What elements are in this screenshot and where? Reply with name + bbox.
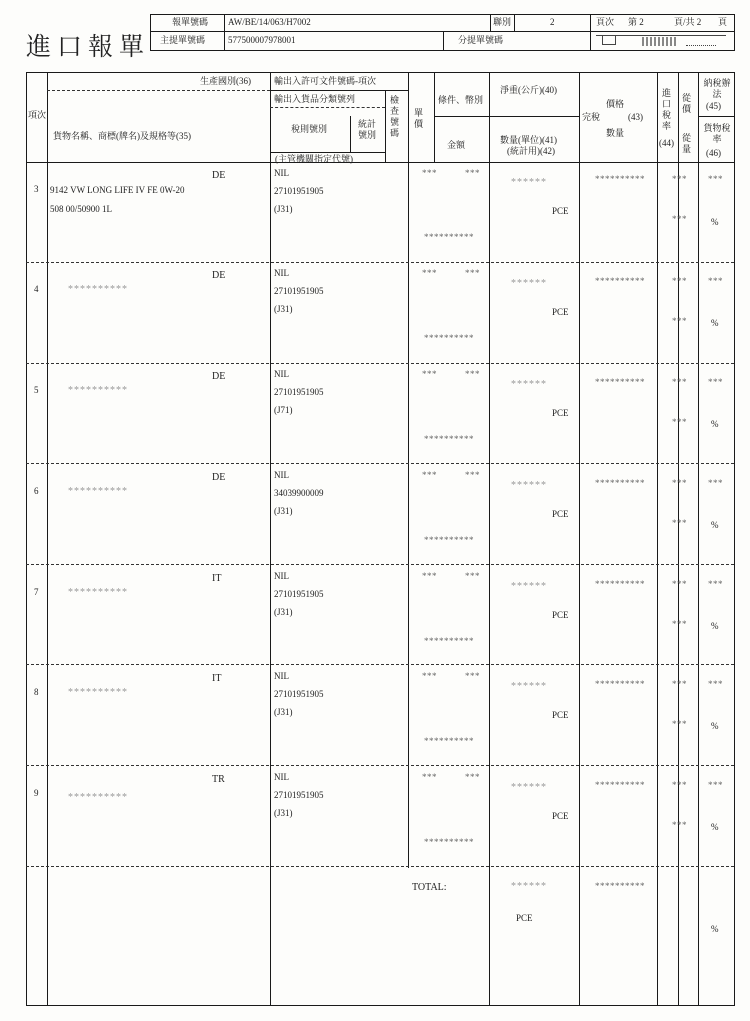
col-qty: 數量(單位)(41) — [500, 135, 557, 145]
permit: NIL — [274, 268, 289, 278]
col-import-rate-no: (44) — [659, 138, 674, 148]
col-specific: 從量 — [682, 133, 692, 154]
duty-paid-value: ********** — [595, 377, 645, 387]
item-no: 3 — [34, 184, 39, 194]
copy-label: 聯別 — [493, 17, 512, 27]
col-value-label: 價格 — [606, 99, 625, 109]
import-rate-specific: *** — [672, 719, 687, 729]
origin: IT — [212, 673, 222, 684]
terms: *** — [422, 369, 437, 379]
col-item: 項次 — [28, 110, 47, 120]
document-title: 進口報單 — [26, 34, 151, 61]
col-value-no: (43) — [628, 112, 643, 122]
goods-tax-rate: % — [711, 721, 719, 731]
col-terms: 條件、幣別 — [438, 95, 484, 105]
origin: TR — [212, 774, 225, 785]
item-no: 8 — [34, 687, 39, 697]
item-no: 6 — [34, 486, 39, 496]
goods-tax-rate: % — [711, 217, 719, 227]
pay-method: *** — [708, 780, 723, 790]
pay-method: *** — [708, 679, 723, 689]
col-origin: 生產國別(36) — [200, 76, 251, 86]
col-amount: 金額 — [447, 140, 466, 150]
total-goods-tax-rate: % — [711, 924, 719, 934]
col-inspect: 檢查號碼 — [390, 95, 400, 138]
col-net-weight: 淨重(公斤)(40) — [500, 85, 557, 95]
amount: ********** — [424, 535, 474, 545]
page-no: 第 2 — [628, 17, 644, 27]
origin: DE — [212, 270, 226, 281]
item-no: 5 — [34, 385, 39, 395]
pay-method: *** — [708, 174, 723, 184]
stamp-mark — [596, 35, 726, 48]
col-stat: 統計號別 — [358, 119, 377, 140]
goods-description: ********** — [68, 587, 128, 598]
amount: ********** — [424, 837, 474, 847]
import-rate-specific: *** — [672, 518, 687, 528]
duty-paid-value: ********** — [595, 780, 645, 790]
import-rate-specific: *** — [672, 316, 687, 326]
declaration-no-label: 報單號碼 — [172, 17, 209, 27]
pay-method: *** — [708, 276, 723, 286]
goods-description: ********** — [68, 792, 128, 803]
currency: *** — [465, 268, 480, 278]
amount: ********** — [424, 434, 474, 444]
import-rate: *** — [672, 579, 687, 589]
col-desc: 貨物名稱、商標(牌名)及規格等(35) — [53, 131, 191, 141]
total-value: ********** — [595, 881, 645, 891]
qty-unit: PCE — [552, 811, 569, 821]
import-rate: *** — [672, 276, 687, 286]
page-total-label: 頁/共 2 — [674, 17, 702, 27]
import-rate: *** — [672, 679, 687, 689]
net-weight: ****** — [511, 379, 547, 390]
col-ad-valorem: 從價 — [682, 93, 692, 114]
goods-description: ********** — [68, 687, 128, 698]
import-rate-specific: *** — [672, 417, 687, 427]
permit: NIL — [274, 571, 289, 581]
net-weight: ****** — [511, 581, 547, 592]
col-permit: 輸出入許可文件號碼-項次 — [274, 76, 376, 86]
agency-code: (J71) — [274, 405, 293, 415]
permit: NIL — [274, 470, 289, 480]
qty-unit: PCE — [552, 610, 569, 620]
col-duty-paid: 完稅 — [582, 112, 601, 122]
terms: *** — [422, 470, 437, 480]
goods-spec: 508 00/50900 1L — [50, 204, 112, 214]
col-agency: (主管機關指定代號) — [275, 154, 353, 164]
col-import-rate: 進口稅率 — [662, 88, 672, 131]
origin: DE — [212, 472, 226, 483]
permit: NIL — [274, 671, 289, 681]
net-weight: ****** — [511, 177, 547, 188]
col-goods-tax-rate-no: (46) — [706, 148, 721, 158]
goods-description: ********** — [68, 284, 128, 295]
duty-paid-value: ********** — [595, 174, 645, 184]
agency-code: (J31) — [274, 304, 293, 314]
currency: *** — [465, 369, 480, 379]
amount: ********** — [424, 232, 474, 242]
declaration-no: AW/BE/14/063/H7002 — [228, 17, 311, 27]
tariff-no: 27101951905 — [274, 589, 324, 599]
col-goods-tax-rate: 貨物稅率 — [703, 123, 731, 144]
origin: DE — [212, 371, 226, 382]
pay-method: *** — [708, 579, 723, 589]
house-bl-label: 分提單號碼 — [458, 35, 504, 45]
qty-unit: PCE — [552, 206, 569, 216]
permit: NIL — [274, 168, 289, 178]
col-unit-price: 單價 — [414, 108, 424, 129]
goods-tax-rate: % — [711, 822, 719, 832]
goods-description: 9142 VW LONG LIFE IV FE 0W-20 — [50, 185, 185, 195]
terms: *** — [422, 772, 437, 782]
net-weight: ****** — [511, 278, 547, 289]
terms: *** — [422, 268, 437, 278]
import-rate-specific: *** — [672, 619, 687, 629]
permit: NIL — [274, 369, 289, 379]
currency: *** — [465, 772, 480, 782]
col-tariff: 稅則號別 — [291, 124, 328, 134]
amount: ********** — [424, 736, 474, 746]
qty-unit: PCE — [552, 509, 569, 519]
item-no: 4 — [34, 284, 39, 294]
tariff-no: 27101951905 — [274, 186, 324, 196]
net-weight: ****** — [511, 681, 547, 692]
pay-method: *** — [708, 478, 723, 488]
goods-tax-rate: % — [711, 318, 719, 328]
import-rate: *** — [672, 377, 687, 387]
currency: *** — [465, 470, 480, 480]
amount: ********** — [424, 333, 474, 343]
duty-paid-value: ********** — [595, 679, 645, 689]
net-weight: ****** — [511, 782, 547, 793]
terms: *** — [422, 168, 437, 178]
col-ccc: 輸出入貨品分類號列 — [274, 94, 356, 104]
agency-code: (J31) — [274, 204, 293, 214]
col-pay-method-no: (45) — [706, 101, 721, 111]
tariff-no: 27101951905 — [274, 790, 324, 800]
master-bl-label: 主提單號碼 — [160, 35, 206, 45]
import-rate: *** — [672, 478, 687, 488]
page-unit: 頁 — [718, 17, 728, 27]
pay-method: *** — [708, 377, 723, 387]
item-no: 9 — [34, 788, 39, 798]
duty-paid-value: ********** — [595, 478, 645, 488]
qty-unit: PCE — [552, 710, 569, 720]
qty-unit: PCE — [552, 408, 569, 418]
total-net-weight: ****** — [511, 881, 547, 892]
tariff-no: 27101951905 — [274, 387, 324, 397]
col-pay-method: 納稅辦法 — [703, 78, 731, 99]
goods-description: ********** — [68, 385, 128, 396]
amount: ********** — [424, 636, 474, 646]
copy-value: 2 — [550, 17, 555, 27]
import-rate-specific: *** — [672, 820, 687, 830]
page-label: 頁次 — [596, 17, 615, 27]
duty-paid-value: ********** — [595, 276, 645, 286]
agency-code: (J31) — [274, 506, 293, 516]
agency-code: (J31) — [274, 607, 293, 617]
net-weight: ****** — [511, 480, 547, 491]
import-rate: *** — [672, 174, 687, 184]
agency-code: (J31) — [274, 808, 293, 818]
col-stat-qty: (統計用)(42) — [507, 146, 555, 156]
goods-tax-rate: % — [711, 419, 719, 429]
total-label: TOTAL: — [412, 882, 447, 893]
terms: *** — [422, 571, 437, 581]
item-no: 7 — [34, 587, 39, 597]
qty-unit: PCE — [552, 307, 569, 317]
tariff-no: 27101951905 — [274, 286, 324, 296]
currency: *** — [465, 168, 480, 178]
currency: *** — [465, 671, 480, 681]
import-rate-specific: *** — [672, 214, 687, 224]
origin: DE — [212, 170, 226, 181]
duty-paid-value: ********** — [595, 579, 645, 589]
goods-description: ********** — [68, 486, 128, 497]
tariff-no: 27101951905 — [274, 689, 324, 699]
import-rate: *** — [672, 780, 687, 790]
tariff-no: 34039900009 — [274, 488, 324, 498]
total-unit: PCE — [516, 913, 533, 923]
currency: *** — [465, 571, 480, 581]
goods-tax-rate: % — [711, 621, 719, 631]
agency-code: (J31) — [274, 707, 293, 717]
goods-tax-rate: % — [711, 520, 719, 530]
col-value-qty: 數量 — [606, 128, 625, 138]
master-bl: 577500007978001 — [228, 35, 296, 45]
origin: IT — [212, 573, 222, 584]
terms: *** — [422, 671, 437, 681]
permit: NIL — [274, 772, 289, 782]
